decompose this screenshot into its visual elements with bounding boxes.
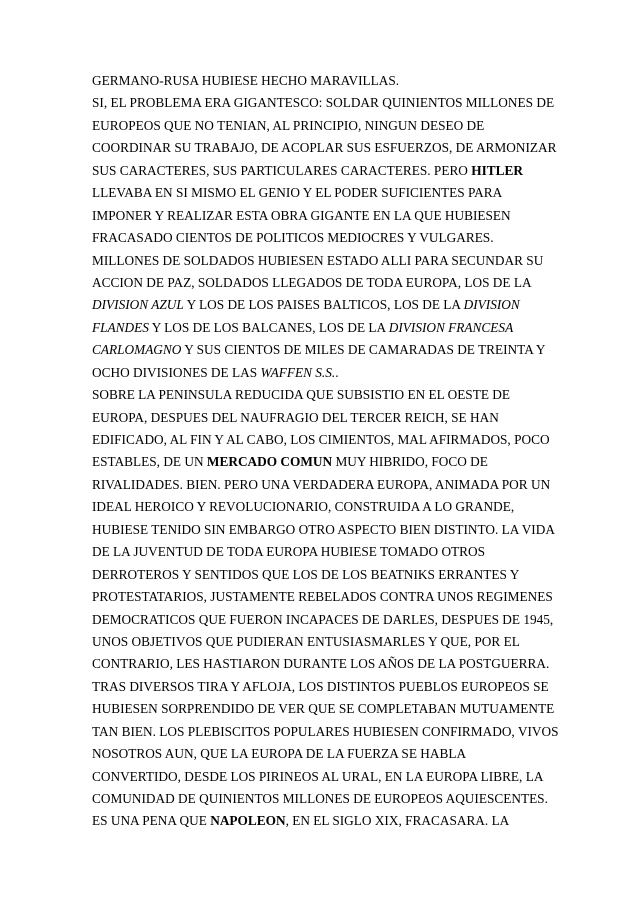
text-line: FRACASADO CIENTOS DE POLITICOS MEDIOCRES Y VULGARES. [92, 230, 494, 246]
text-line: ES UNA PENA QUE NAPOLEON, EN EL SIGLO XIX, FRACASARA. LA [92, 813, 510, 829]
text-line: COORDINAR SU TRABAJO, DE ACOPLAR SUS ESFUERZOS, DE ARMONIZAR [92, 140, 557, 156]
text-line: NOSOTROS AUN, QUE LA EUROPA DE LA FUERZA SE HABLA [92, 746, 467, 762]
text-line: COMUNIDAD DE QUINIENTOS MILLONES DE EUROPEOS AQUIESCENTES. [92, 791, 548, 806]
text-line: HUBIESEN SORPRENDIDO DE VER QUE SE COMPLETABAN MUTUAMENTE [92, 701, 555, 717]
text-line: DEMOCRATICOS QUE FUERON INCAPACES DE DARLES, DESPUES DE 1945, [92, 611, 554, 627]
text-line: CONVERTIDO, DESDE LOS PIRINEOS AL URAL, EN LA EUROPA LIBRE, LA [92, 768, 544, 784]
bold-mercado-comun: MERCADO COMUN [206, 454, 333, 470]
text-line: RIVALIDADES. BIEN. PERO UNA VERDADERA EUROPA, ANIMADA POR UN [92, 476, 551, 492]
text-line: HUBIESE TENIDO SIN EMBARGO OTRO ASPECTO BIEN DISTINTO. LA VIDA [92, 521, 555, 537]
text-line: DIVISION AZUL Y LOS DE LOS PAISES BALTICOS, LOS DE LA DIVISION [92, 297, 520, 313]
text-line: SUS CARACTERES, SUS PARTICULARES CARACTERES. PERO HITLER [92, 162, 523, 178]
text-line: PROTESTATARIOS, JUSTAMENTE REBELADOS CONTRA UNOS REGIMENES [92, 589, 553, 605]
text-line: TRAS DIVERSOS TIRA Y AFLOJA, LOS DISTINTOS PUEBLOS EUROPEOS SE [92, 678, 549, 694]
text-line: GERMANO-RUSA HUBIESE HECHO MARAVILLAS. [92, 73, 400, 88]
text-line: ESTABLES, DE UN MERCADO COMUN MUY HIBRIDO, FOCO DE [92, 454, 488, 470]
bold-name-hitler: HITLER [471, 162, 523, 178]
text-line: DE LA JUVENTUD DE TODA EUROPA HUBIESE TOMADO OTROS [92, 544, 486, 560]
text-line: EUROPA, DESPUES DEL NAUFRAGIO DEL TERCER REICH, SE HAN [92, 409, 499, 425]
italic-waffen-ss: WAFFEN S.S. [260, 364, 336, 380]
document-page [92, 70, 562, 833]
italic-division-francesa: DIVISION FRANCESA [388, 319, 514, 335]
text-line: MILLONES DE SOLDADOS HUBIESEN ESTADO ALLI PARA SECUNDAR SU [92, 252, 544, 268]
text-line: LLEVABA EN SI MISMO EL GENIO Y EL PODER SUFICIENTES PARA [92, 185, 503, 201]
bold-name-napoleon: NAPOLEON [210, 813, 286, 829]
text-line: CONTRARIO, LES HASTIARON DURANTE LOS AÑOS DE LA POSTGUERRA. [92, 656, 550, 672]
text-line: FLANDES Y LOS DE LOS BALCANES, LOS DE LA DIVISION FRANCESA [92, 319, 514, 335]
text-line: IMPONER Y REALIZAR ESTA OBRA GIGANTE EN LA QUE HUBIESEN [92, 207, 511, 223]
text-line: IDEAL HEROICO Y REVOLUCIONARIO, CONSTRUIDA A LO GRANDE, [92, 499, 515, 515]
text-line: DERROTEROS Y SENTIDOS QUE LOS DE LOS BEATNIKS ERRANTES Y [92, 566, 520, 582]
italic-flandes: FLANDES [92, 319, 149, 335]
italic-division-azul: DIVISION AZUL [92, 297, 184, 313]
text-line: EDIFICADO, AL FIN Y AL CABO, LOS CIMIENTOS, MAL AFIRMADOS, POCO [92, 432, 550, 447]
italic-division: DIVISION [463, 297, 520, 313]
italic-carlomagno: CARLOMAGNO [92, 342, 182, 358]
text-line: ACCION DE PAZ, SOLDADOS LLEGADOS DE TODA EUROPA, LOS DE LA [92, 274, 532, 290]
text-line: UNOS OBJETIVOS QUE PUDIERAN ENTUSIASMARLES Y QUE, POR EL [92, 633, 520, 649]
text-line: EUROPEOS QUE NO TENIAN, AL PRINCIPIO, NINGUN DESEO DE [92, 117, 485, 133]
text-line: CARLOMAGNO Y SUS CIENTOS DE MILES DE CAMARADAS DE TREINTA Y [92, 342, 546, 358]
text-line: SOBRE LA PENINSULA REDUCIDA QUE SUBSISTIO EN EL OESTE DE [92, 387, 511, 403]
text-line: TAN BIEN. LOS PLEBISCITOS POPULARES HUBIESEN CONFIRMADO, VIVOS [92, 723, 559, 739]
text-line: OCHO DIVISIONES DE LAS WAFFEN S.S.. [92, 364, 339, 380]
text-line: SI, EL PROBLEMA ERA GIGANTESCO: SOLDAR QUINIENTOS MILLONES DE [92, 95, 555, 111]
